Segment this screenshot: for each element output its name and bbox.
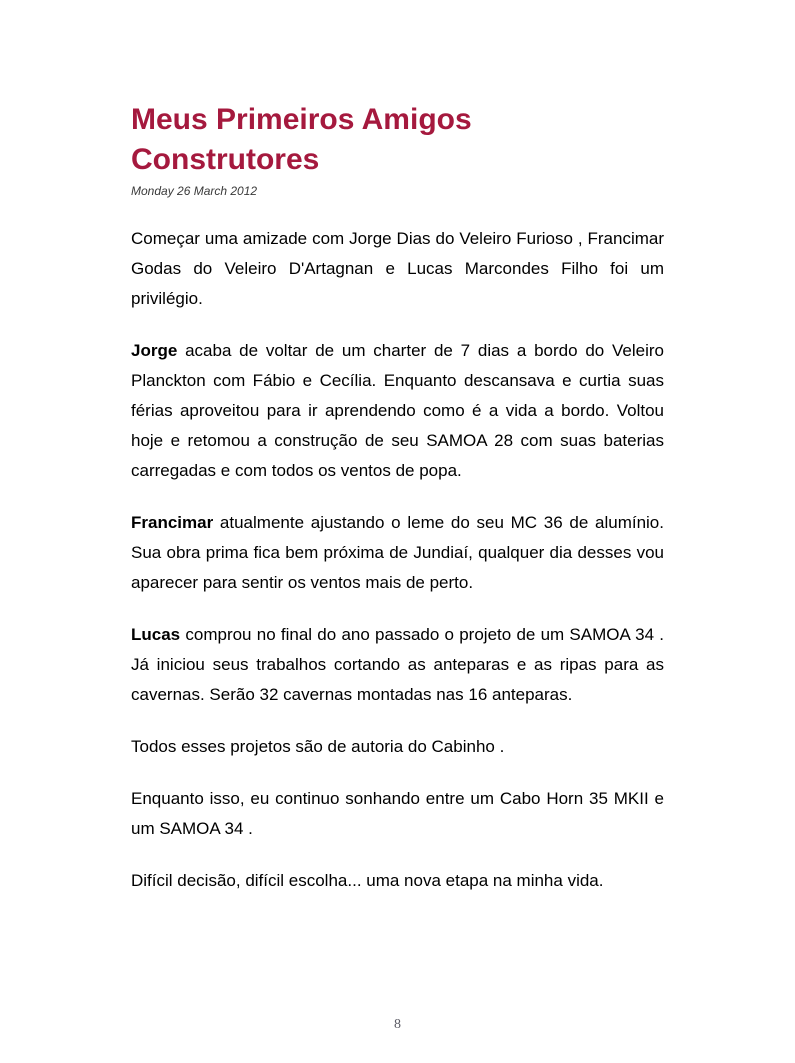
body-paragraph (131, 784, 664, 844)
paragraph-text: acaba de voltar de um charter de 7 dias a bordo do Veleiro Planckton com Fábio e Cecília. Enquanto descansava e curtia suas férias aproveitou para ir aprendendo como é a vida a bordo. Voltou hoje e retomou a construção de seu SAMOA 28 com suas baterias carregadas e com todos os ventos de popa. (131, 341, 664, 480)
paragraph-lead-name: Francimar (131, 513, 214, 532)
page-title: Meus Primeiros Amigos Construtores (131, 103, 472, 176)
paragraph-text: Começar uma amizade com Jorge Dias do Veleiro Furioso , Francimar Godas do Veleiro D'Artagnan e Lucas Marcondes Filho foi um privilégio. (131, 229, 664, 308)
body-paragraph (131, 732, 664, 762)
paragraph-text: Todos esses projetos são de autoria do Cabinho . (131, 737, 505, 756)
body-paragraph (131, 866, 664, 896)
paragraph-text: comprou no final do ano passado o projeto de um SAMOA 34 . Já iniciou seus trabalhos cortando as anteparas e as ripas para as cavernas. Serão 32 cavernas montadas nas 16 anteparas. (131, 625, 664, 704)
article-body (131, 224, 664, 896)
document-content (131, 100, 664, 918)
body-paragraph (131, 508, 664, 598)
paragraph-text: Difícil decisão, difícil escolha... uma nova etapa na minha vida. (131, 871, 604, 890)
post-date: Monday 26 March 2012 (131, 184, 258, 198)
page-footer (0, 1015, 795, 1033)
body-paragraph (131, 620, 664, 710)
paragraph-lead-name: Lucas (131, 625, 181, 644)
page-number: 8 (394, 1017, 401, 1032)
paragraph-lead-name: Jorge (131, 341, 178, 360)
body-paragraph (131, 224, 664, 314)
body-paragraph (131, 336, 664, 486)
paragraph-text: Enquanto isso, eu continuo sonhando entre um Cabo Horn 35 MKII e um SAMOA 34 . (131, 789, 664, 838)
paragraph-text: atualmente ajustando o leme do seu MC 36 de alumínio. Sua obra prima fica bem próxima de Jundiaí, qualquer dia desses vou aparecer para sentir os ventos mais de perto. (131, 513, 664, 592)
